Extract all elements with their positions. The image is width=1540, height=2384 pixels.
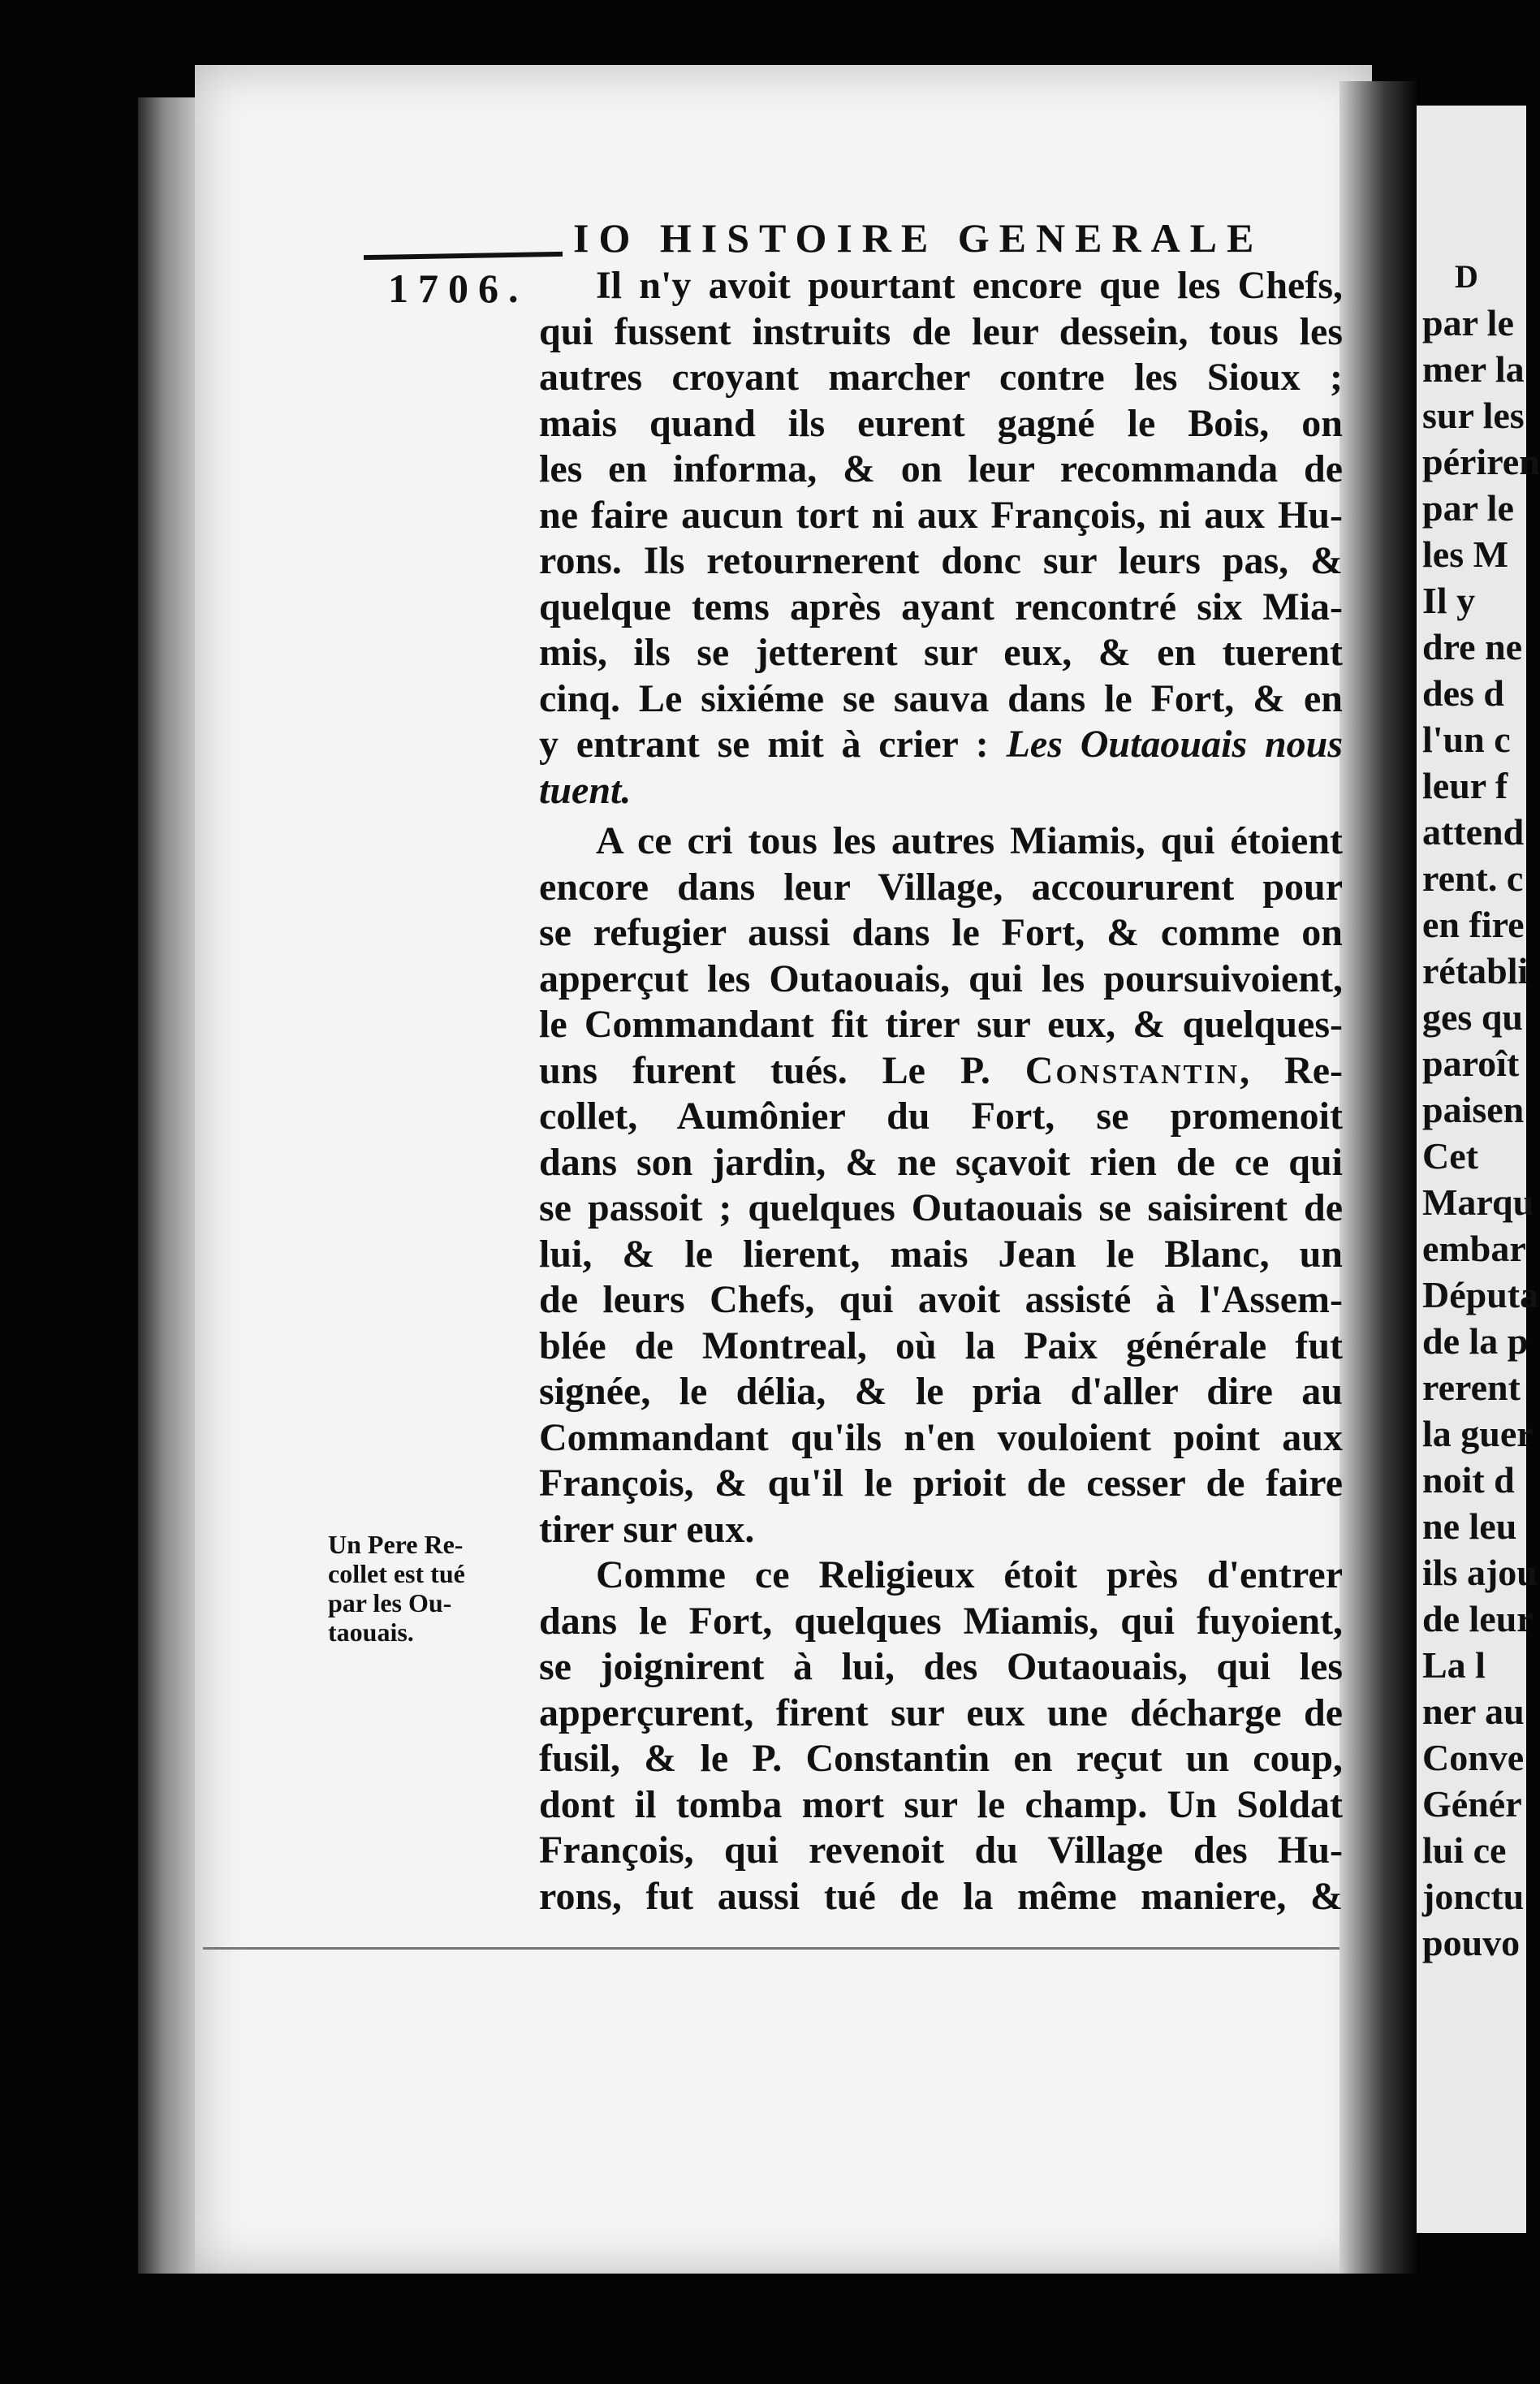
text-line: François, & qu'il le prioit de cesser de faire	[539, 1462, 1343, 1505]
right-text-line: ner au	[1422, 1691, 1525, 1732]
text-line: rons. Ils retournerent donc sur leurs pas, &	[539, 539, 1343, 582]
text-line: dans son jardin, & ne sçavoit rien de ce qui	[539, 1140, 1343, 1184]
text-line	[539, 1048, 1343, 1095]
text-segment: uns furent tués. Le P.	[539, 1048, 990, 1092]
page-bottom-edge	[203, 1947, 1339, 1950]
text-line: se joignirent à lui, des Outaouais, qui les	[539, 1645, 1343, 1688]
right-text-line: de la p	[1422, 1320, 1529, 1362]
text-line: Il n'y avoit pourtant encore que les Chefs,	[596, 264, 1343, 307]
text-line: le Commandant fit tirer sur eux, & quelques-	[539, 1003, 1343, 1046]
text-line: A ce cri tous les autres Miamis, qui étoient	[596, 819, 1343, 862]
right-text-line: Il y	[1422, 580, 1476, 621]
right-text-line: par le	[1422, 487, 1514, 529]
right-text-line: embar	[1422, 1228, 1526, 1269]
right-text-line: Conve	[1422, 1737, 1525, 1778]
book-spine-shadow	[138, 97, 203, 2274]
text-line: tuent.	[539, 768, 632, 812]
right-text-line: attend	[1422, 811, 1525, 853]
right-text-line: Génér	[1422, 1783, 1522, 1825]
text-line: qui fussent instruits de leur dessein, tous les	[539, 309, 1343, 353]
main-text-block	[539, 263, 1343, 1920]
text-line: encore dans leur Village, accoururent pour	[539, 865, 1343, 909]
text-line: mis, ils se jetterent sur eux, & en tuerent	[539, 631, 1343, 674]
text-line: quelque tems après ayant rencontré six Mia-	[539, 585, 1343, 628]
text-line: blée de Montreal, où la Paix générale fut	[539, 1324, 1343, 1367]
text-line: autres croyant marcher contre les Sioux ;	[539, 356, 1343, 399]
text-line: se passoit ; quelques Outaouais se saisirent de	[539, 1186, 1343, 1229]
text-line: Commandant qu'ils n'en vouloient point aux	[539, 1415, 1343, 1459]
right-text-line: l'un c	[1422, 719, 1511, 760]
text-line: mais quand ils eurent gagné le Bois, on	[539, 401, 1343, 445]
right-text-line: par le	[1422, 302, 1514, 343]
text-segment: y entrant se mit à crier :	[539, 723, 989, 766]
right-text-line: noit d	[1422, 1459, 1515, 1501]
text-line	[539, 722, 1343, 768]
right-text-line: mer la	[1422, 348, 1525, 390]
right-text-line: pouvo	[1422, 1922, 1521, 1963]
right-text-line: de leur	[1422, 1598, 1534, 1639]
text-line: François, qui revenoit du Village des Hu-	[539, 1829, 1343, 1872]
right-text-line: rent. c	[1422, 857, 1524, 899]
margin-note-line: Un Pere Re-	[328, 1530, 464, 1559]
running-head: IO HISTOIRE GENERALE	[573, 215, 1264, 261]
text-line: cinq. Le sixiéme se sauva dans le Fort, & en	[539, 676, 1343, 720]
right-text-line: La l	[1422, 1644, 1486, 1686]
right-text-line: jonctu	[1422, 1876, 1525, 1917]
right-text-line: en fire	[1422, 904, 1525, 945]
text-line: se refugier aussi dans le Fort, & comme on	[539, 911, 1343, 954]
right-text-line: périren	[1422, 441, 1540, 482]
text-line: lui, & le lierent, mais Jean le Blanc, un	[539, 1232, 1343, 1276]
right-page-text	[1422, 253, 1540, 1966]
right-text-line: dre ne	[1422, 626, 1523, 667]
right-text-line: Députa	[1422, 1274, 1539, 1315]
right-text-line: rétabli	[1422, 950, 1529, 991]
text-line: fusil, & le P. Constantin en reçut un coup,	[539, 1737, 1343, 1780]
text-line: signée, le délia, & le pria d'aller dire au	[539, 1370, 1343, 1413]
right-text-line: la guer	[1422, 1413, 1534, 1454]
right-text-line: des d	[1422, 672, 1504, 714]
right-text-line: les M	[1422, 533, 1509, 575]
text-line: de leurs Chefs, qui avoit assisté à l'Assem-	[539, 1278, 1343, 1321]
text-line: dont il tomba mort sur le champ. Un Soldat	[539, 1782, 1343, 1826]
margin-note-line: collet est tué	[328, 1559, 465, 1588]
text-line: ne faire aucun tort ni aux François, ni aux Hu-	[539, 493, 1343, 537]
text-line: rons, fut aussi tué de la même maniere, &	[539, 1874, 1343, 1918]
right-text-line: lui ce	[1422, 1829, 1507, 1871]
text-line: apperçut les Outaouais, qui les poursuivoient,	[539, 957, 1343, 1000]
right-text-line: Marqu	[1422, 1181, 1534, 1223]
text-line: Comme ce Religieux étoit près d'entrer	[596, 1553, 1343, 1596]
right-text-line: rerent	[1422, 1367, 1521, 1408]
right-text-line: ne leu	[1422, 1505, 1517, 1547]
right-running-head: D	[1455, 258, 1483, 295]
margin-note	[328, 1530, 539, 1647]
text-line: les en informa, & on leur recommanda de	[539, 447, 1343, 490]
right-text-line: paroît	[1422, 1043, 1520, 1084]
right-text-line: ges qu	[1422, 996, 1523, 1038]
right-text-line: ils ajou	[1422, 1552, 1538, 1593]
right-text-line: paisen	[1422, 1089, 1525, 1130]
text-line: apperçurent, firent sur eux une décharge de	[539, 1691, 1343, 1734]
text-segment: , Re-	[1240, 1048, 1344, 1092]
name-small-caps: Constantin	[1025, 1048, 1240, 1092]
right-text-line: sur les	[1422, 395, 1525, 436]
right-text-line: Cet	[1422, 1135, 1478, 1177]
text-line: dans le Fort, quelques Miamis, qui fuyoient,	[539, 1599, 1343, 1643]
margin-note-line: par les Ou-	[328, 1588, 452, 1617]
book-gutter	[1339, 81, 1421, 2274]
text-line: tirer sur eux.	[539, 1507, 755, 1551]
text-line: collet, Aumônier du Fort, se promenoit	[539, 1095, 1343, 1138]
year-marginal: 1706.	[388, 266, 528, 311]
margin-note-line: taouais.	[328, 1617, 414, 1647]
right-text-line: leur f	[1422, 765, 1508, 806]
quote-italic: Les Outaouais nous	[1006, 723, 1344, 766]
